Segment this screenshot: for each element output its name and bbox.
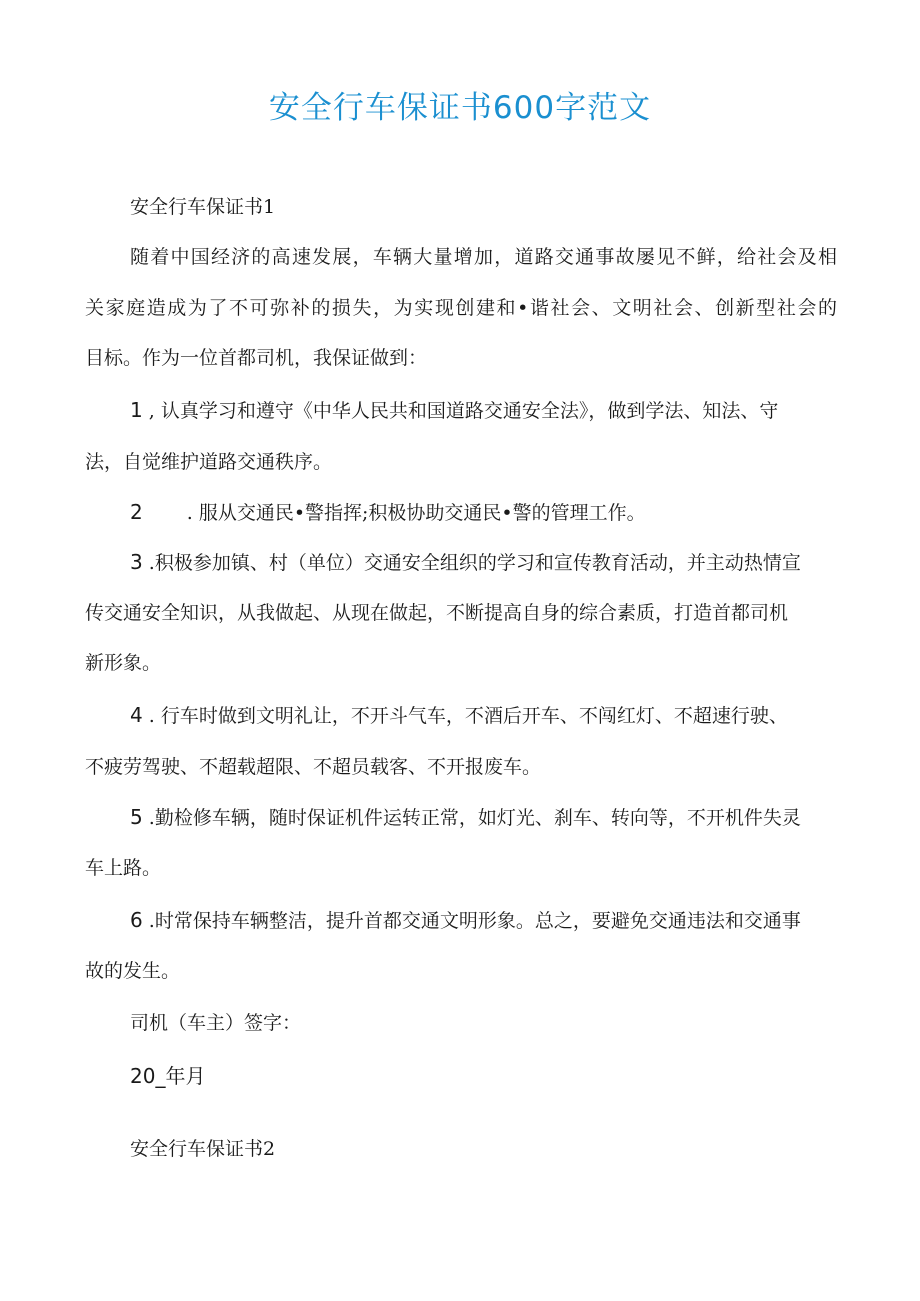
list-item-5: [130, 804, 801, 831]
list-item-text: , 认真学习和遵守《中华人民共和国道路交通安全法》，做到学法、知法、守: [148, 400, 779, 422]
intro-line-3: 目标。作为一位首都司机，我保证做到：: [85, 347, 428, 369]
intro-line-1: 随着中国经济的高速发展，车辆大量增加，道路交通事故屡见不鲜，给社会及相: [130, 246, 837, 268]
date-line: 20_年月: [130, 1064, 206, 1088]
list-item-1: [130, 397, 837, 424]
list-item-number: 4: [130, 703, 143, 727]
list-item-3-line-3: 新形象。: [85, 652, 162, 674]
list-item-text: . 行车时做到文明礼让，不开斗气车，不酒后开车、不闯红灯、不超速行驶、: [148, 705, 788, 727]
section-heading-1: 安全行车保证书1: [130, 196, 276, 218]
list-item-text: .勤检修车辆，随时保证机件运转正常，如灯光、刹车、转向等，不开机件失灵: [148, 807, 801, 829]
list-item-text: .积极参加镇、村（单位）交通安全组织的学习和宣传教育活动，并主动热情宣: [148, 552, 801, 574]
list-item-3: [130, 549, 801, 576]
list-item-number: 6: [130, 908, 143, 932]
intro-line-2: 关家庭造成为了不可弥补的损失，为实现创建和•谐社会、文明社会、创新型社会的: [85, 297, 837, 319]
list-item-4-line-2: 不疲劳驾驶、不超载超限、不超员载客、不开报废车。: [85, 756, 542, 778]
list-item-number: 1: [130, 398, 143, 422]
document-title: 安全行车保证书600字范文: [268, 90, 652, 126]
list-item-3-line-2: 传交通安全知识，从我做起、从现在做起，不断提高自身的综合素质，打造首都司机: [85, 602, 789, 624]
list-item-text: .时常保持车辆整洁，提升首都交通文明形象。总之，要避免交通违法和交通事: [148, 910, 801, 932]
list-item-5-line-2: 车上路。: [85, 857, 162, 879]
signature-line: 司机（车主）签字：: [130, 1012, 302, 1034]
list-item-4: [130, 702, 788, 729]
list-item-6-line-2: 故的发生。: [85, 960, 181, 982]
list-item-number: 2: [130, 500, 143, 524]
list-item-number: 5: [130, 805, 143, 829]
list-item-6: [130, 907, 801, 934]
list-item-1-line-2: 法，自觉维护道路交通秩序。: [85, 451, 333, 473]
list-item-2: [130, 499, 646, 526]
section-heading-2: 安全行车保证书2: [130, 1138, 276, 1160]
list-item-number: 3: [130, 550, 143, 574]
list-item-text: . 服从交通民•警指挥;积极协助交通民•警的管理工作。: [186, 502, 646, 524]
